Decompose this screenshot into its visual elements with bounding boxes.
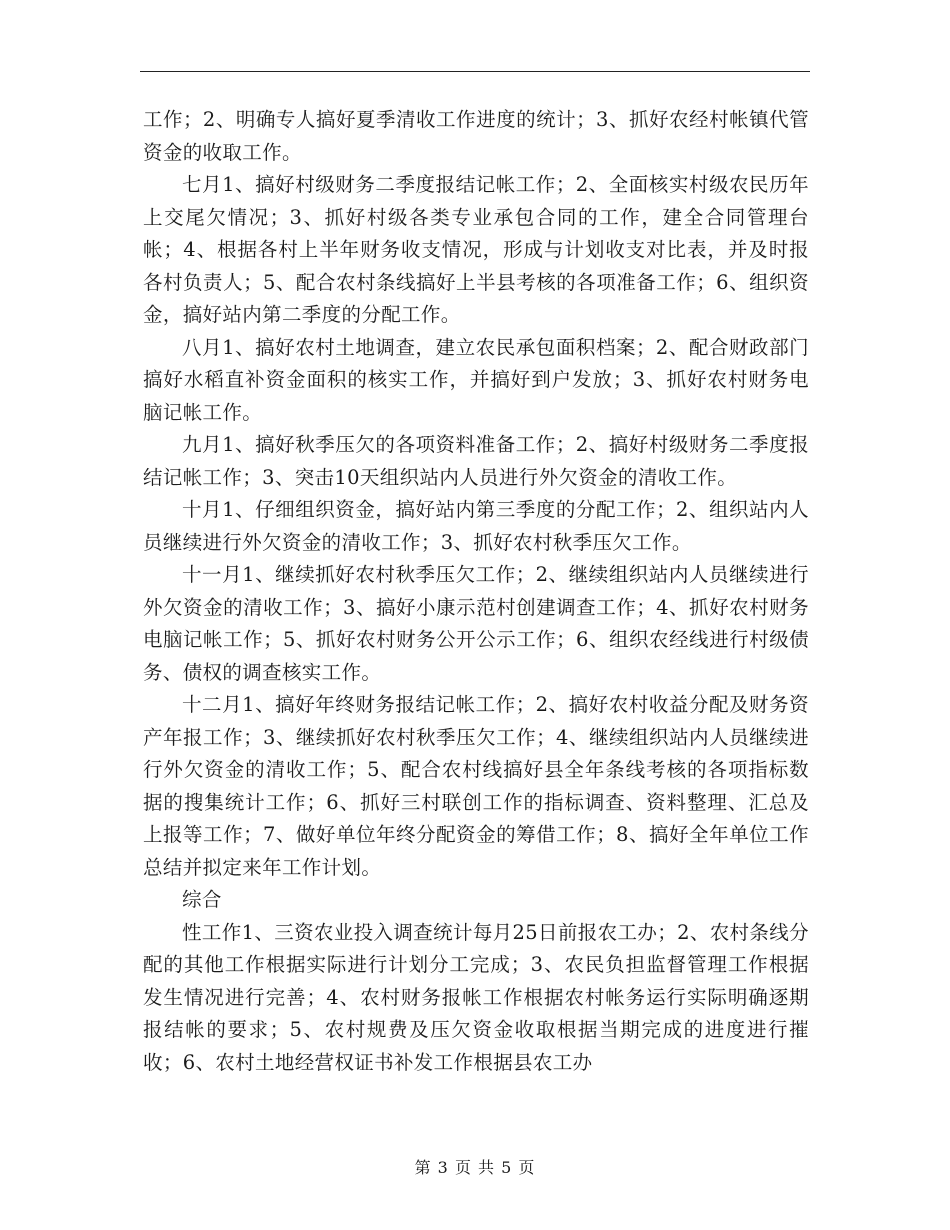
paragraph-comprehensive: 性工作1、三资农业投入调查统计每月25日前报农工办；2、农村条线分配的其他工作根据实际进行计划分工完成；3、农民负担监督管理工作根据发生情况进行完善；4、农村财务报帐工作根据农村帐务运行实际明确逐期报结帐的要求；5、农村规费及压欠资金收取根据当期完成的进度进行摧收；6、农村土地经营权证书补发工作根据县农工办 <box>143 920 809 1074</box>
page-number-footer: 第 3 页 共 5 页 <box>414 1158 536 1177</box>
paragraph-continuation: 工作；2、明确专人搞好夏季清收工作进度的统计；3、抓好农经村帐镇代管资金的收取工作。 <box>143 108 809 164</box>
paragraph-july: 七月1、搞好村级财务二季度报结记帐工作；2、全面核实村级农民历年上交尾欠情况；3、抓好村级各类专业承包合同的工作，建全合同管理台帐；4、根据各村上半年财务收支情况，形成与计划收支对比表，并及时报各村负责人；5、配合农村条线搞好上半县考核的各项准备工作；6、组织资金，搞好站内第二季度的分配工作。 <box>143 173 809 326</box>
paragraph-december: 十二月1、搞好年终财务报结记帐工作；2、搞好农村收益分配及财务资产年报工作；3、继续抓好农村秋季压欠工作；4、继续组织站内人员继续进行外欠资金的清收工作；5、配合农村线搞好县全年条线考核的各项指标数据的搜集统计工作；6、抓好三村联创工作的指标调查、资料整理、汇总及上报等工作；7、做好单位年终分配资金的筹借工作；8、搞好全年单位工作总结并拟定来年工作计划。 <box>143 693 809 879</box>
paragraph-september: 九月1、搞好秋季压欠的各项资料准备工作；2、搞好村级财务二季度报结记帐工作；3、突击10天组织站内人员进行外欠资金的清收工作。 <box>143 433 809 489</box>
paragraph-november: 十一月1、继续抓好农村秋季压欠工作；2、继续组织站内人员继续进行外欠资金的清收工作；3、搞好小康示范村创建调查工作；4、抓好农村财务电脑记帐工作；5、抓好农村财务公开公示工作；6、组织农经线进行村级债务、债权的调查核实工作。 <box>143 563 809 684</box>
document-body <box>143 104 809 1079</box>
header-rule <box>140 71 810 72</box>
paragraph-october: 十月1、仔细组织资金，搞好站内第三季度的分配工作；2、组织站内人员继续进行外欠资金的清收工作；3、抓好农村秋季压欠工作。 <box>143 498 809 554</box>
paragraph-comprehensive-heading: 综合 <box>182 888 222 911</box>
paragraph-august: 八月1、搞好农村土地调查，建立农民承包面积档案；2、配合财政部门搞好水稻直补资金面积的核实工作，并搞好到户发放；3、抓好农村财务电脑记帐工作。 <box>143 335 809 424</box>
